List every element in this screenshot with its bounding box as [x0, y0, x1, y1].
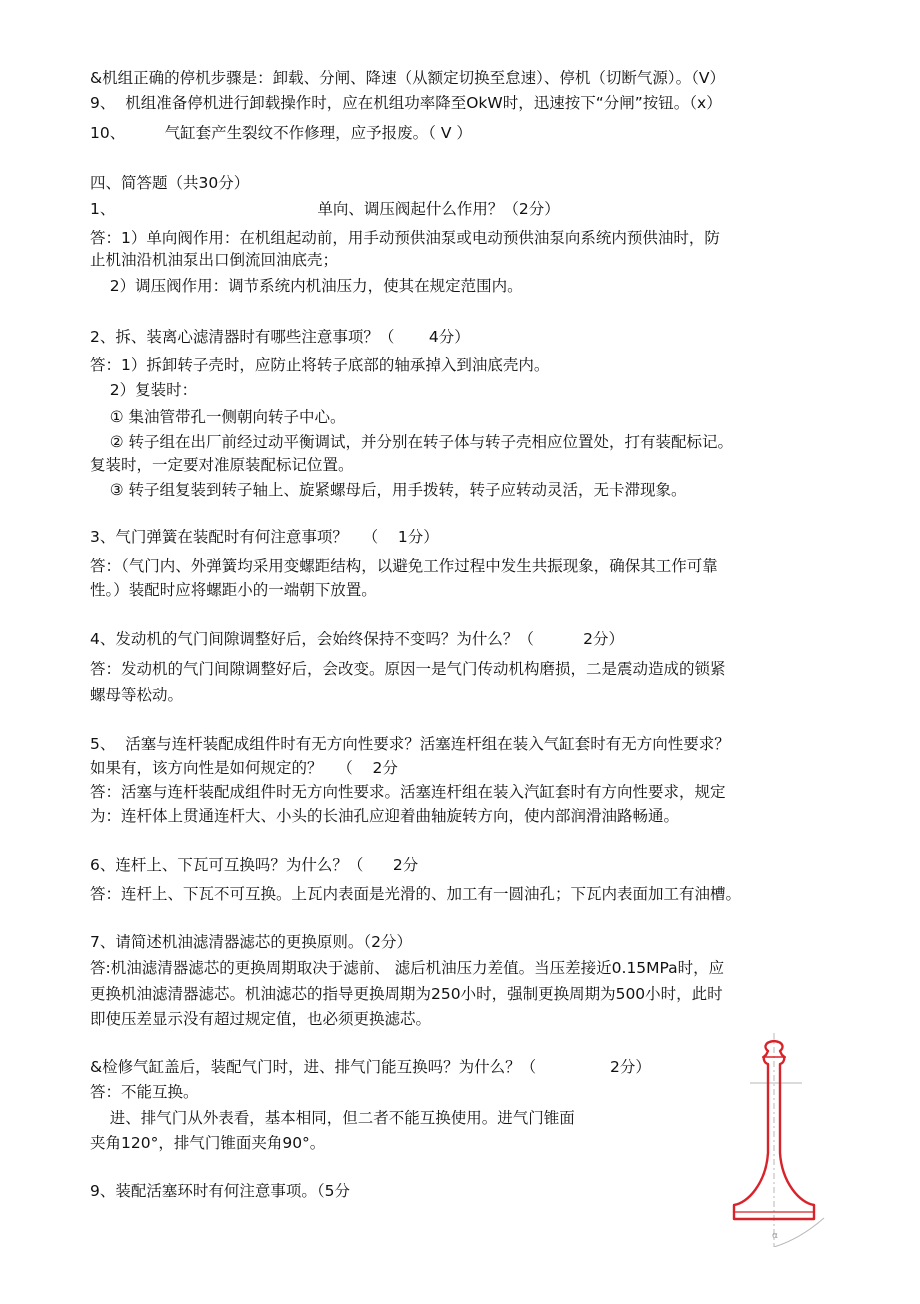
question-4: 4、发动机的气门间隙调整好后，会始终保持不变吗？为什么？（ 2分） — [90, 630, 624, 648]
question-8: &检修气缸盖后，装配气门时，进、排气门能互换吗？为什么？（ 2分） — [90, 1058, 651, 1076]
answer-2-line-5: 复装时，一定要对准原装配标记位置。 — [90, 456, 354, 474]
answer-1-line-3: 2）调压阀作用：调节系统内机油压力，使其在规定范围内。 — [90, 277, 523, 295]
answer-1-line-1: 答：1）单向阀作用：在机组起动前，用手动预供油泵或电动预供油泵向系统内预供油时，防 — [90, 229, 720, 247]
answer-8-line-2: 进、排气门从外表看，基本相同，但二者不能互换使用。进气门锥面 — [90, 1109, 575, 1127]
answer-2-line-4: ② 转子组在出厂前经过动平衡调试，并分别在转子体与转子壳相应位置处，打有装配标记。 — [90, 433, 734, 451]
line-stop-steps: &机组正确的停机步骤是：卸载、分闸、降速（从额定切换至怠速）、停机（切断气源）。（V） — [90, 69, 725, 87]
question-5-line-2: 如果有，该方向性是如何规定的？ （ 2分 — [90, 759, 398, 777]
answer-2-line-3: ① 集油管带孔一侧朝向转子中心。 — [90, 408, 346, 426]
answer-8-line-3: 夹角120°，排气门锥面夹角90°。 — [90, 1134, 326, 1152]
answer-6: 答：连杆上、下瓦不可互换。上瓦内表面是光滑的、加工有一圆油孔；下瓦内表面加工有油槽。 — [90, 885, 742, 903]
answer-4-line-1: 答：发动机的气门间隙调整好后，会改变。原因一是气门传动机构磨损，二是震动造成的锁紧 — [90, 660, 726, 678]
answer-2-line-1: 答：1）拆卸转子壳时，应防止将转子底部的轴承掉入到油底壳内。 — [90, 356, 550, 374]
valve-diagram — [728, 1033, 828, 1247]
answer-7-line-1: 答:机油滤清器滤芯的更换周期取决于滤前、 滤后机油压力差值。当压差接近0.15MPa时，应 — [90, 959, 725, 977]
answer-4-line-2: 螺母等松动。 — [90, 686, 184, 704]
answer-8-line-1: 答：不能互换。 — [90, 1083, 199, 1101]
answer-2-line-2: 2）复装时： — [90, 381, 198, 399]
answer-1-line-2: 止机油沿机油泵出口倒流回油底壳； — [90, 251, 339, 269]
question-9: 9、装配活塞环时有何注意事项。（5分 — [90, 1182, 350, 1200]
answer-3-line-1: 答：（气门内、外弹簧均采用变螺距结构，以避免工作过程中发生共振现象，确保其工作可靠 — [90, 557, 718, 575]
question-6: 6、连杆上、下瓦可互换吗？为什么？（ 2分 — [90, 856, 419, 874]
line-unload-q9: 9、 机组准备停机进行卸载操作时，应在机组功率降至OkW时，迅速按下“分闸”按钮。（x） — [90, 94, 722, 112]
line-cylinder-q10: 10、 气缸套产生裂纹不作修理，应予报废。（ V ） — [90, 124, 472, 142]
answer-7-line-3: 即使压差显示没有超过规定值，也必须更换滤芯。 — [90, 1010, 432, 1028]
answer-7-line-2: 更换机油滤清器滤芯。机油滤芯的指导更换周期为250小时，强制更换周期为500小时，此时 — [90, 985, 723, 1003]
answer-5-line-1: 答：活塞与连杆装配成组件时无方向性要求。活塞连杆组在装入汽缸套时有方向性要求，规定 — [90, 783, 726, 801]
question-2: 2、拆、装离心滤清器时有哪些注意事项？（ 4分） — [90, 328, 470, 346]
section-heading: 四、简答题（共30分） — [90, 174, 250, 192]
answer-3-line-2: 性。）装配时应将螺距小的一端朝下放置。 — [90, 581, 377, 599]
question-5-line-1: 5、 活塞与连杆装配成组件时有无方向性要求？活塞连杆组在装入气缸套时有无方向性要求？ — [90, 735, 730, 753]
question-1: 1、 单向、调压阀起什么作用？（2分） — [90, 200, 560, 218]
answer-5-line-2: 为：连杆体上贯通连杆大、小头的长油孔应迎着曲轴旋转方向，使内部润滑油路畅通。 — [90, 807, 680, 825]
question-7: 7、请简述机油滤清器滤芯的更换原则。（2分） — [90, 933, 412, 951]
answer-2-line-6: ③ 转子组复装到转子轴上、旋紧螺母后，用手拨转，转子应转动灵活，无卡滞现象。 — [90, 481, 687, 499]
angle-label: α — [772, 1231, 778, 1241]
angle-arc — [774, 1218, 824, 1247]
question-3: 3、气门弹簧在装配时有何注意事项？ （ 1分） — [90, 528, 439, 546]
